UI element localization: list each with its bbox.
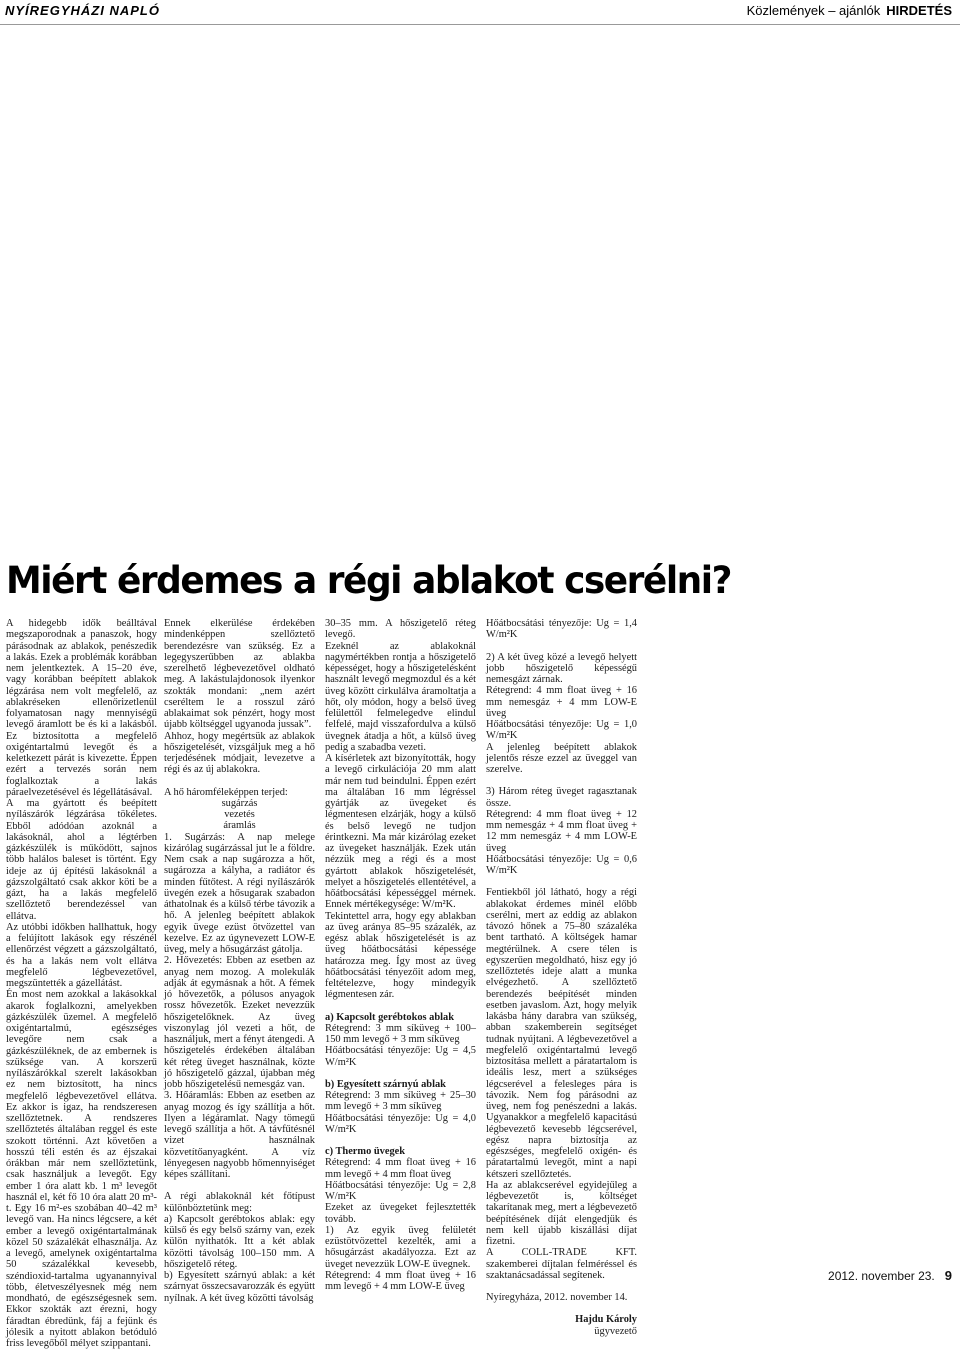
paragraph: 1) Az egyik üveg felületét ezüstötvözettel kezelték, ami a hősugárzást akadályozza. Ezt az üveget nevezzük LOW-E üvegnek. — [325, 1224, 476, 1270]
paragraph: Rétegrend: 4 mm float üveg + 16 mm levegő + 4 mm LOW-E üveg — [325, 1269, 476, 1292]
issue-date: 2012. november 23. — [828, 1269, 935, 1283]
section-light: Közlemények – ajánlók — [746, 3, 881, 18]
list-item: sugárzás — [221, 797, 258, 809]
section-label — [747, 3, 952, 18]
paragraph: b) Egyesített szárnyú ablak: a két szárnyat összecsavarozzák és együtt nyílnak. A két üveg közötti távolság — [164, 1270, 315, 1304]
paragraph: Fentiekből jól látható, hogy a régi ablakokat érdemes minél előbb cserélni, mert az eddig az ablakon távozó hőnek a 75–80 százaléka bent tartható. A költségek hamar megtérülnek. A csere télen is egyszerűen megoldható, hisz egy jó szellőztetés ideje alatt a munka elvégezhető. A szellőztető berendezés beépítését minden esetben javaslom. Azt, hogy melyik lakásba hány darabra van szükség, abban szakemberein segítséget tudnak nyújtani. A légbevezetővel a megfelelő oxigéntartalmú levegő biztosítása mellett a páratartalom is ideális lesz, mert a szükséges légcserével a felesleges pára is távozik. Nem fog párásodni az üveg, nem fog penészedni a lakás. Ugyanakkor a megfelelő kapacitású légbevezető kevesebb légcserével, egész napra biztosítja az egészséges, megfelelő oxigén- és páratartalmú levegőt, mint a napi kétszeri szellőztetés. — [486, 887, 637, 1180]
paragraph: 2) A két üveg közé a levegő helyett jobb hőszigetelő képességű nemesgázt zárnak. — [486, 651, 637, 685]
paragraph: A kísérletek azt bizonyították, hogy a levegő cirkulációja 20 mm alatt már nem tud beindulni. Éppen ezért ma általában 16 mm légréssel gyártják az üvegeket és légmentesen elzárják, hogy a külső és belső levegő ne tudjon érintkezni. Ma már kizárólag ezeket az üvegeket használják. Ezek után nézzük meg a régi és a most gyártott ablakok hőszigetelését, melyet a hőszigetelés ellentétével, a hőátbocsátási képességgel mérnek. Ennek mértékegysége: W/m²K. — [325, 753, 476, 911]
paragraph: Az utóbbi időkben hallhattuk, hogy a felújított lakások egy részénél ellenőrzést végzett a gázszolgáltató, és ha a lakás nem volt ellátva megfelelő légbevezetővel, megszüntették a gázellátást. — [6, 921, 157, 989]
section-bold: HIRDETÉS — [886, 3, 952, 18]
paragraph: Hőátbocsátási tényezője: Ug = 4,0 W/m²K — [325, 1112, 476, 1135]
paragraph: 2. Hővezetés: Ebben az esetben az anyag nem mozog. A molekulák adják át egymásnak a hőt. A fémek jó hővezetők, a pólusos anyagok rossz hővezetők. Ezeket nevezzük hőszigetelőknek. Az üveg viszonylag jól vezeti a hőt, de használjuk, mert a fényt átengedi. A hőszigetelés érdekében általában két réteg üveget használnak, közte jó hőszigetelő gázzal, újabban még jobb hőszigetelésű nemesgáz van. — [164, 955, 315, 1090]
subheading — [325, 1012, 476, 1023]
paragraph: Ezeknél az ablakoknál nagymértékben rontja a hőszigetelő képességet, hogy a hőszigetelésként használt levegő megmozdul és a két üveg között cirkulálva áramoltatja a hőt, oly módon, hogy a belső üveg felülettől felmelegedve elindul felfelé, majd visszafordulva a külső üvegnek átadja a hőt, a külső üveg pedig a szabadba vezeti. — [325, 640, 476, 753]
header-rule — [0, 24, 960, 25]
dateline: Nyíregyháza, 2012. november 14. — [486, 1292, 628, 1303]
paragraph: Rétegrend: 4 mm float üveg + 16 mm levegő + 4 mm float üveg — [325, 1157, 476, 1180]
subheading-text: b) Egyesített szárnyú ablak — [325, 1078, 446, 1090]
subheading-text: a) Kapcsolt gerébtokos ablak — [325, 1011, 455, 1023]
paragraph: Ahhoz, hogy megértsük az ablakok hőszigetelését, vizsgáljuk meg a hő terjedésének módjait, levezetve a régi és az új ablakokra. — [164, 730, 315, 776]
subheading — [325, 1146, 476, 1157]
paragraph: Hőátbocsátási tényezője: Ug = 0,6 W/m²K — [486, 853, 637, 876]
paragraph: Én most nem azokkal a lakásokkal akarok foglalkozni, amelyekben gázkészülék üzemel. A megfelelő oxigéntartalmú, egészséges levegőre nem csak a gázkészüléknek, de az embernek is szüksége van. A korszerű nyílászárókkal szerelt lakásokban ez nem biztosított, ha nincs megfelelő légbevezetővel ellátva. Ez akkor is igaz, ha rendszeresen szellőztetnek. A rendszeres szellőztetés általában reggel és este szokott történni. Azt követően a hosszú téli estén és az éjszakai órákban már nem szellőztetünk, csak használjuk a levegőt. Egy ember 1 óra alatt kb. 1 m³ levegőt használ el, két fő 10 óra alatt 20 m³-t. Egy 16 m²-es szobában 40–42 m³ levegő van. Ha nincs légcsere, a két ember a levegő oxigéntartalmának közel 50 százalékát elhasználja. Az a levegő, amelynek oxigéntartalma 50 százalékkal kevesebb, széndioxid-tartalma ugyanannyival több, életveszélyesnek még nem mondható, de egészségesnek sem. Ekkor szokták azt érezni, hogy fáradtan ébredünk, fáj a fejünk és jólesik a nyitott ablakon betóduló friss levegőből mélyet szippantani. — [6, 989, 157, 1349]
author-name — [486, 1314, 637, 1325]
paragraph: 30–35 mm. A hőszigetelő réteg levegő. — [325, 618, 476, 641]
paragraph: a) Kapcsolt gerébtokos ablak: egy külső és egy belső szárny van, ezek külön nyithatók. Itt a két ablak közötti távolság 100–150 mm. A hőszigetelő réteg. — [164, 1213, 315, 1270]
paragraph: 3) Három réteg üveget ragasztanak össze. — [486, 786, 637, 809]
paragraph: Rétegrend: 4 mm float üveg + 16 mm nemesgáz + 4 mm LOW-E üveg — [486, 685, 637, 719]
author-name-text: Hajdu Károly — [575, 1314, 637, 1326]
list-item: áramlás — [223, 820, 256, 832]
paragraph: Rétegrend: 4 mm float üveg + 12 mm nemesgáz + 4 mm float üveg + 12 mm nemesgáz + 4 mm LOW-E üveg — [486, 808, 637, 854]
article-column-1 — [6, 618, 157, 1349]
author-title: ügyvezető — [594, 1325, 637, 1337]
paragraph: Tekintettel arra, hogy egy ablakban az üveg aránya 85–95 százalék, az egész ablak hőszigetelését is az üveg hőátbocsátási képessége határozza meg. Így most az üveg hőátbocsátási tényezőit adom meg, feltételezve, hogy mindegyik légmentesen zár. — [325, 910, 476, 1001]
subheading-text: c) Thermo üvegek — [325, 1146, 406, 1157]
paragraph: Hőátbocsátási tényezője: Ug = 1,4 W/m²K — [486, 618, 637, 641]
paragraph: 3. Hőáramlás: Ebben az esetben az anyag mozog és így szállítja a hőt. Ilyen a légáramlat. Nagy tömegű levegő szállítja a hőt. A távfűtésnél vizet használnak közvetítőanyagként. A víz lényegesen nagyobb hőmennyiséget képes szállítani. — [164, 1090, 315, 1180]
paragraph: Ezeket az üvegeket fejlesztették tovább. — [325, 1202, 476, 1225]
paragraph: Ha az ablakcserével egyidejűleg a légbevezetőt is, költséget takarítanak meg, mert a légbevezető beépítésének díját elengedjük és nem kell újabb kiszállási díjat fizetni. — [486, 1179, 637, 1247]
paragraph: A COLL-TRADE KFT. szakemberei díjtalan felméréssel és szaktanácsadással segítenek. — [486, 1247, 637, 1281]
list-item: vezetés — [224, 809, 255, 820]
paragraph: Hőátbocsátási tényezője: Ug = 1,0 W/m²K — [486, 719, 637, 742]
paragraph: Hőátbocsátási tényezője: Ug = 2,8 W/m²K — [325, 1179, 476, 1202]
paragraph: Ennek elkerülése érdekében mindenképpen szellőztető berendezésre van szükség. Ez a legegyszerűbben az ablakba szerelhető légbevezetővel oldható meg. A lakástulajdonosok ilyenkor szokták mondani: „nem azért cseréltem le a rosszul záró ablakaimat sok pénzért, hogy most újabb költséggel ugyanoda jussak”. — [164, 618, 315, 731]
page-footer — [828, 1268, 952, 1283]
masthead: NYÍREGYHÁZI NAPLÓ — [5, 3, 160, 18]
paragraph: Rétegrend: 3 mm síküveg + 25–30 mm levegő + 3 mm síküveg — [325, 1090, 476, 1113]
article-column-4 — [486, 618, 637, 1337]
article-column-3 — [325, 618, 476, 1292]
paragraph: A hő háromféleképpen terjed: — [164, 786, 288, 798]
article-column-2 — [164, 618, 315, 1304]
paragraph: A hidegebb idők beálltával megszaporodnak a panaszok, hogy párásodnak az ablakok, penészedik a lakás. Ezek a problémák korábban nem jelentkeztek. A 15–20 éve, vagy korábban beépített ablakok légzárása nem volt megfelelő, az ablakréseken ellenőrizetlenül folyamatosan nagy mennyiségű levegő áramlott be és ki a lakásból. Ez biztosította a megfelelő oxigéntartalmú levegőt és a keletkezett párát is kivezette. Éppen ezért a tervezés során nem foglalkoztak a lakás páraelvezetésével és légellátásával. — [6, 618, 157, 798]
paragraph: A régi ablakoknál két főtípust különböztetünk meg: — [164, 1191, 315, 1214]
paragraph: Hőátbocsátási tényezője: Ug = 4,5 W/m²K — [325, 1045, 476, 1068]
page-header — [0, 0, 960, 22]
subheading — [325, 1079, 476, 1090]
paragraph: Rétegrend: 3 mm síküveg + 100–150 mm levegő + 3 mm síküveg — [325, 1022, 476, 1045]
page-number: 9 — [944, 1268, 952, 1283]
paragraph: A jelenleg beépített ablakok jelentős része ezzel az üveggel van szerelve. — [486, 741, 637, 775]
article-title: Miért érdemes a régi ablakot cserélni? — [6, 559, 731, 602]
paragraph: A ma gyártott és beépített nyílászárók légzárása tökéletes. Ebből adódóan azoknál a lakásoknál, ahol a légtérben gázkészülék is működött, sajnos több halálos baleset is történt. Egy ideje az új építésű lakásoknál a gázszolgáltató csak akkor köti be a gázt, ha a lakás megfelelő szellőztető berendezéssel van ellátva. — [6, 798, 157, 922]
paragraph: 1. Sugárzás: A nap melege kizárólag sugárzással jut le a földre. Nem csak a nap sugározza a hőt, sugározza a kályha, a radiátor és minden fűtőtest. A régi nyílászárók üvegén ezek a hősugarak szabadon áthatolnak és a külső térbe távozik a hő. A jelenleg beépített ablakok egyik üvege ezüst ötvözettel van kezelve. Ez az úgynevezett LOW-E üveg, mely a hősugárzást gátolja. — [164, 831, 315, 955]
